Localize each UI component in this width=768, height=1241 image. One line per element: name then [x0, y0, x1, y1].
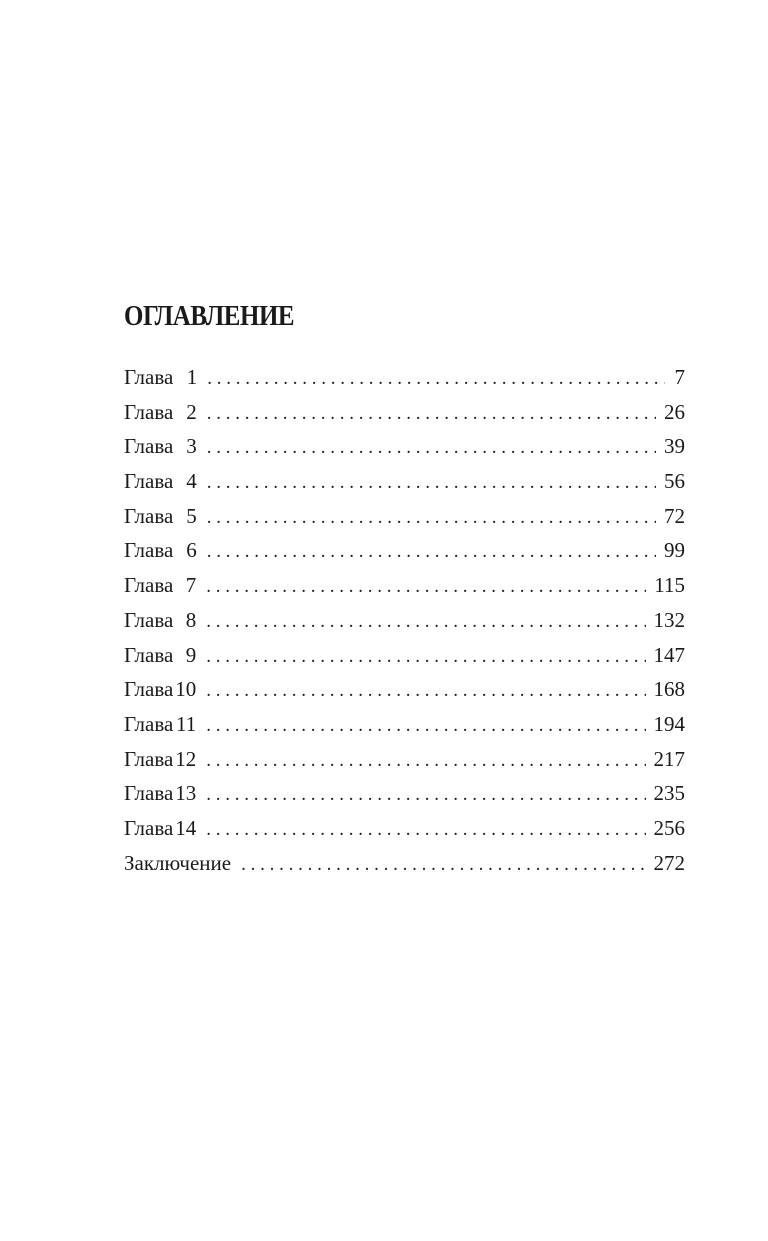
chapter-word: Глава [124, 573, 174, 598]
toc-entry-chapter-8[interactable] [124, 603, 685, 638]
chapter-word: Глава [124, 434, 174, 459]
page-number: 235 [653, 781, 685, 806]
chapter-number: 7 [185, 573, 197, 598]
toc-entry-chapter-10[interactable] [124, 672, 685, 707]
dot-leader [207, 431, 656, 466]
page-number: 217 [653, 746, 685, 771]
chapter-number: 4 [186, 469, 197, 494]
toc-entry-chapter-9[interactable] [124, 638, 685, 673]
chapter-word: Глава [124, 399, 174, 424]
chapter-word: Глава [124, 538, 174, 563]
dot-leader [206, 640, 645, 675]
chapter-word: Глава [124, 815, 174, 840]
chapter-number: 14 [175, 815, 197, 840]
chapter-number: 1 [186, 365, 198, 389]
toc-entry-chapter-7[interactable] [124, 568, 685, 603]
page-number: 256 [653, 815, 685, 840]
table-of-contents [124, 296, 685, 880]
toc-entry-chapter-11[interactable] [124, 707, 685, 742]
chapter-word: Глава [124, 677, 174, 702]
chapter-word: Глава [124, 503, 174, 528]
toc-entry-chapter-14[interactable] [124, 811, 685, 846]
chapter-word: Глава [124, 607, 174, 632]
page-title: ОГЛАВЛЕНИЕ [124, 300, 295, 332]
toc-entry-chapter-4[interactable] [124, 464, 685, 499]
chapter-word: Глава [124, 746, 174, 771]
dot-leader [206, 605, 645, 640]
page-number: 39 [664, 434, 685, 459]
dot-leader [206, 570, 646, 605]
page-number: 272 [653, 850, 685, 875]
dot-leader [206, 674, 645, 709]
conclusion-label: Заключение [124, 850, 232, 875]
chapter-number: 6 [186, 538, 197, 563]
page-number: 132 [653, 607, 685, 632]
chapter-number: 13 [175, 781, 197, 806]
dot-leader [207, 501, 656, 536]
toc-entry-chapter-5[interactable] [124, 499, 685, 534]
chapter-number: 3 [186, 434, 197, 459]
toc-entry-chapter-13[interactable] [124, 776, 685, 811]
dot-leader [206, 709, 645, 744]
toc-entry-chapter-3[interactable] [124, 429, 685, 464]
toc-entry-chapter-6[interactable] [124, 533, 685, 568]
chapter-word: Глава [124, 469, 174, 494]
page-number: 26 [664, 399, 685, 424]
chapter-word: Глава [124, 642, 174, 667]
page-number: 7 [674, 365, 685, 389]
chapter-word: Глава [124, 781, 174, 806]
dot-leader [241, 848, 645, 883]
page-number: 168 [653, 677, 685, 702]
page-number: 194 [653, 711, 685, 736]
chapter-number: 8 [185, 607, 197, 632]
page-number: 56 [664, 469, 685, 494]
chapter-word: Глава [124, 711, 174, 736]
page-number: 115 [654, 573, 685, 598]
dot-leader [207, 397, 656, 432]
toc-entry-chapter-12[interactable] [124, 742, 685, 777]
chapter-number: 9 [185, 642, 197, 667]
dot-leader [207, 535, 656, 570]
toc-list [124, 360, 685, 880]
toc-entry-chapter-1[interactable] [124, 360, 685, 395]
chapter-number: 5 [186, 503, 197, 528]
chapter-number: 12 [175, 746, 197, 771]
dot-leader [206, 813, 645, 848]
toc-entry-conclusion[interactable] [124, 846, 685, 881]
page-number: 99 [664, 538, 685, 563]
chapter-word: Глава [124, 365, 174, 389]
page-number: 147 [653, 642, 685, 667]
toc-entry-chapter-2[interactable] [124, 395, 685, 430]
page-number: 72 [664, 503, 685, 528]
dot-leader [206, 778, 645, 813]
chapter-number: 2 [186, 399, 197, 424]
dot-leader [206, 744, 645, 779]
chapter-number: 10 [175, 677, 197, 702]
dot-leader [207, 362, 665, 397]
dot-leader [207, 466, 656, 501]
chapter-number: 11 [176, 711, 197, 736]
